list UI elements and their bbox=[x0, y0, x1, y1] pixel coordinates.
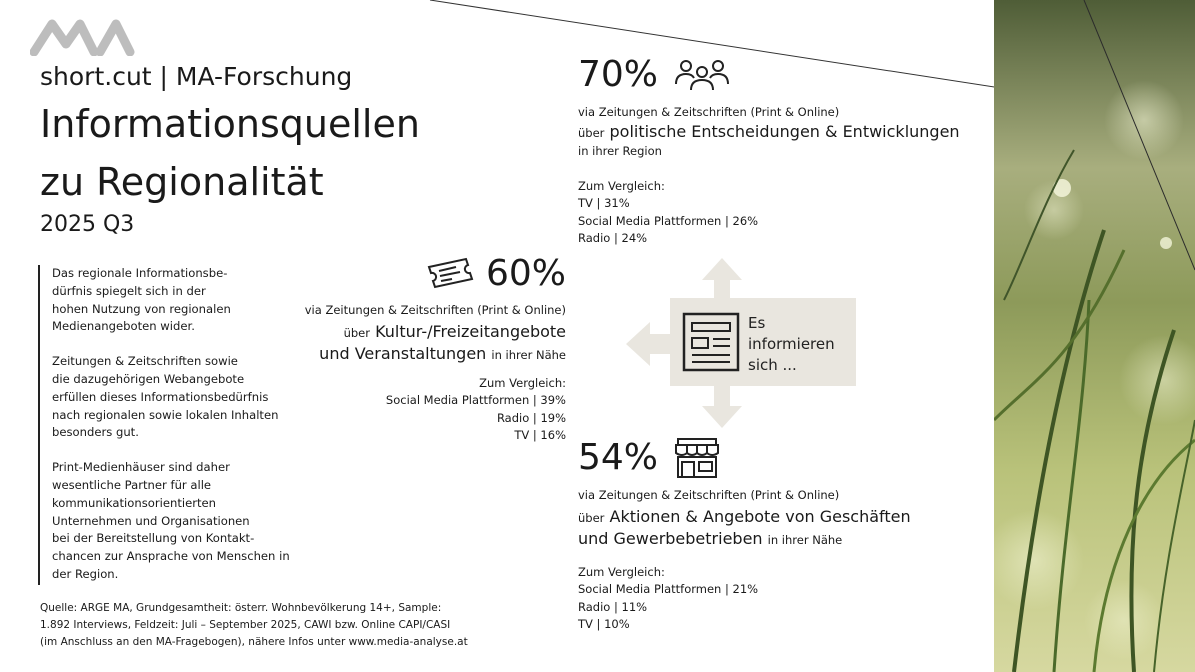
stat-topic-shops-line1: Aktionen & Angebote von Geschäften bbox=[609, 507, 911, 526]
compare-item: Social Media Plattformen | 21% bbox=[578, 582, 759, 596]
stat-topic-culture-line1: Kultur-/Freizeitangebote bbox=[375, 322, 566, 341]
stat-suffix-politics: in ihrer Region bbox=[578, 144, 662, 158]
stat-percent-politics: 70% bbox=[578, 54, 659, 95]
arrow-down bbox=[702, 386, 742, 428]
center-label: Es informieren sich ... bbox=[748, 314, 835, 374]
stat-percent-shops: 54% bbox=[578, 437, 659, 478]
compare-title-culture: Zum Vergleich: bbox=[479, 376, 566, 390]
stat-suffix-shops: in ihrer Nähe bbox=[767, 533, 843, 547]
stat-via-shops: via Zeitungen & Zeitschriften (Print & Online) bbox=[578, 488, 840, 502]
compare-title-shops: Zum Vergleich: bbox=[578, 565, 665, 579]
period-label: 2025 Q3 bbox=[40, 212, 135, 237]
stat-topic-culture-line2: und Veranstaltungen bbox=[319, 344, 487, 363]
stat-ueber-politics: über bbox=[578, 126, 605, 140]
stat-topic-politics: politische Entscheidungen & Entwicklungen bbox=[609, 122, 960, 141]
shop-icon bbox=[672, 437, 722, 479]
compare-item: Social Media Plattformen | 39% bbox=[385, 393, 566, 407]
ma-logo bbox=[30, 14, 135, 56]
intro-paragraph-1: Das regionale Informationsbe- dürfnis spiegelt sich in der hohen Nutzung von regionalen Medienangeboten wider. bbox=[52, 266, 231, 334]
intro-paragraph-2: Zeitungen & Zeitschriften sowie die dazugehörigen Webangebote erfüllen dieses Informationsbedürfnis nach regionalen sowie lokalen Inhalten besonders gut. bbox=[52, 354, 279, 440]
stat-percent-culture: 60% bbox=[485, 253, 566, 294]
compare-item: Radio | 11% bbox=[578, 599, 648, 614]
stat-suffix-culture: in ihrer Nähe bbox=[491, 348, 566, 362]
stat-block-culture bbox=[270, 252, 566, 445]
compare-item: TV | 16% bbox=[514, 428, 566, 442]
page-title-line1: Informationsquellen bbox=[40, 102, 420, 146]
arrow-up bbox=[702, 258, 742, 300]
compare-title-politics: Zum Vergleich: bbox=[578, 179, 665, 193]
compare-item: Social Media Plattformen | 26% bbox=[578, 213, 759, 228]
stat-ueber-shops: über bbox=[578, 511, 605, 525]
stat-block-politics bbox=[578, 52, 988, 248]
compare-item: Radio | 24% bbox=[578, 231, 648, 245]
page-title-line2: zu Regionalität bbox=[40, 160, 324, 204]
stat-ueber-culture: über bbox=[343, 326, 370, 340]
compare-item: Radio | 19% bbox=[496, 410, 566, 425]
compare-item: TV | 31% bbox=[578, 196, 630, 210]
stat-via-politics: via Zeitungen & Zeitschriften (Print & Online) bbox=[578, 105, 840, 119]
people-group-icon bbox=[672, 58, 732, 92]
stat-via-culture: via Zeitungen & Zeitschriften (Print & Online) bbox=[304, 303, 566, 317]
grass-photo bbox=[994, 0, 1195, 672]
page-subtitle: short.cut | MA-Forschung bbox=[40, 62, 353, 91]
stat-block-shops bbox=[578, 435, 988, 634]
stat-topic-shops-line2: und Gewerbebetrieben bbox=[578, 529, 763, 548]
compare-item: TV | 10% bbox=[578, 617, 630, 631]
source-note: Quelle: ARGE MA, Grundgesamtheit: österr. Wohnbevölkerung 14+, Sample: 1.892 Interviews, Feldzeit: Juli – September 2025, CAWI bzw. Online CAPI/CASI (im Anschluss an den MA-Fragebogen), nähere Infos unter www.media-analyse.at bbox=[40, 602, 468, 648]
ticket-icon bbox=[426, 257, 476, 291]
intro-paragraph-3: Print-Medienhäuser sind daher wesentliche Partner für alle kommunikationsorientierten Unternehmen und Organisationen bei der Bereitstellung von Kontakt- chancen zur Ansprache von Menschen in der Region. bbox=[52, 460, 290, 581]
